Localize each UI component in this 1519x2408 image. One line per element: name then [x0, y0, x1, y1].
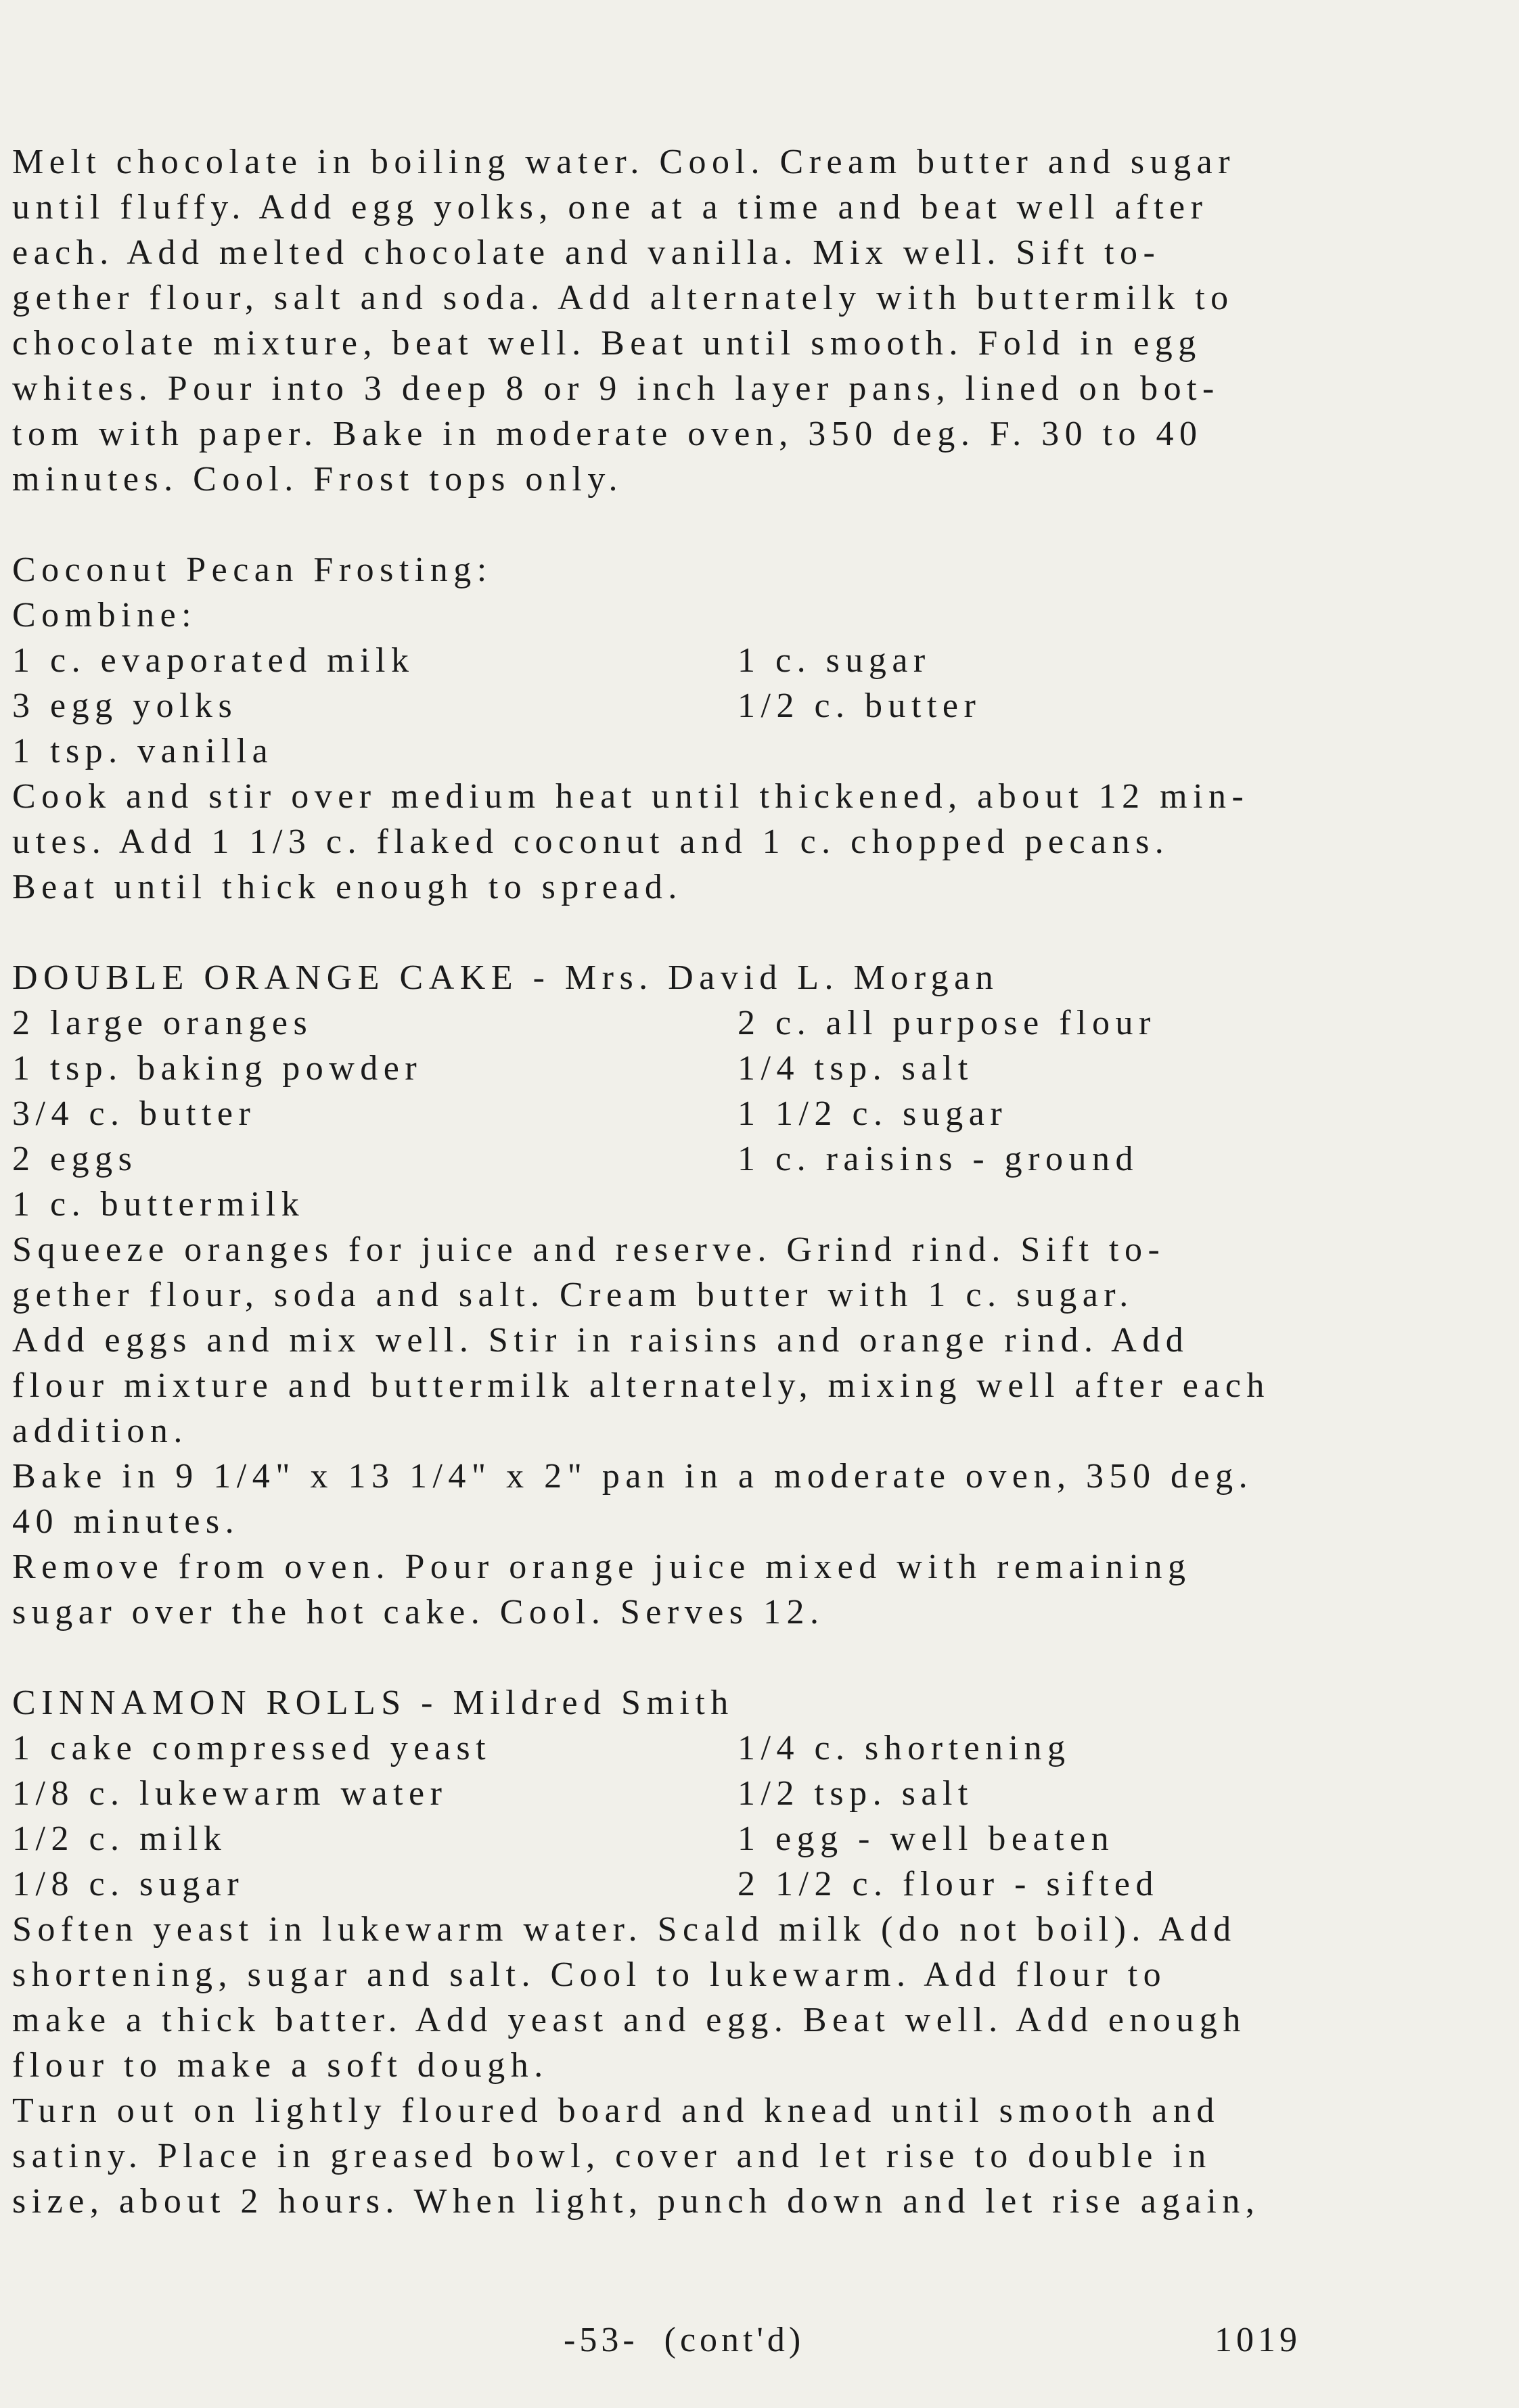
blank-line — [12, 1635, 1501, 1680]
line-text: sugar over the hot cake. Cool. Serves 12. — [12, 1593, 825, 1631]
line-text: Turn out on lightly floured board and knead until smooth and — [12, 2091, 1220, 2130]
ingredient-right: 1 c. raisins - ground — [738, 1140, 1139, 1178]
ingredient-right: 2 1/2 c. flour - sifted — [738, 1865, 1159, 1903]
text-line — [12, 819, 1501, 864]
text-line — [12, 1771, 1501, 1816]
ingredient-right: 1/4 c. shortening — [738, 1729, 1071, 1767]
ingredient-left: 1 tsp. baking powder — [12, 1049, 423, 1088]
line-text: 1 tsp. vanilla — [12, 732, 274, 770]
line-text: gether flour, salt and soda. Add alternately with buttermilk to — [12, 279, 1234, 317]
text-line — [12, 1861, 1501, 1907]
line-text: flour mixture and buttermilk alternately, mixing well after each — [12, 1366, 1270, 1405]
line-text: Cook and stir over medium heat until thickened, about 12 min- — [12, 777, 1250, 816]
ingredient-right: 1/2 c. butter — [738, 687, 982, 725]
text-line — [12, 2088, 1501, 2133]
text-line — [12, 457, 1501, 502]
ingredient-right: 2 c. all purpose flour — [738, 1004, 1156, 1042]
text-line — [12, 1907, 1501, 1952]
ingredient-right: 1/4 tsp. salt — [738, 1049, 974, 1088]
line-text: until fluffy. Add egg yolks, one at a time and beat well after — [12, 188, 1208, 227]
ingredient-left: 1 c. evaporated milk — [12, 641, 415, 680]
text-line — [12, 275, 1501, 321]
text-line — [12, 1227, 1501, 1272]
text-line — [12, 1000, 1501, 1046]
ingredient-left: 1/8 c. sugar — [12, 1865, 245, 1903]
text-line — [12, 1499, 1501, 1544]
text-line — [12, 774, 1501, 819]
line-text: Combine: — [12, 596, 198, 634]
line-text: each. Add melted chocolate and vanilla. Mix well. Sift to- — [12, 233, 1161, 272]
ingredient-left: 1/8 c. lukewarm water — [12, 1774, 448, 1813]
text-line — [12, 683, 1501, 728]
text-line — [12, 1816, 1501, 1861]
blank-line — [12, 910, 1501, 955]
text-line — [12, 1997, 1501, 2043]
text-line — [12, 139, 1501, 185]
page-code: 1019 — [1215, 2321, 1301, 2359]
ingredient-right: 1/2 tsp. salt — [738, 1774, 974, 1813]
text-line — [12, 411, 1501, 457]
line-text: shortening, sugar and salt. Cool to lukewarm. Add flour to — [12, 1955, 1167, 1994]
text-line — [12, 321, 1501, 366]
text-line — [12, 1726, 1501, 1771]
ingredient-right: 1 1/2 c. sugar — [738, 1094, 1008, 1133]
text-line — [12, 2179, 1501, 2224]
line-text: flour to make a soft dough. — [12, 2046, 549, 2085]
ingredient-left: 2 eggs — [12, 1140, 138, 1178]
ingredient-left: 1/2 c. milk — [12, 1820, 227, 1858]
text-line — [12, 1680, 1501, 1726]
line-text: DOUBLE ORANGE CAKE - Mrs. David L. Morgan — [12, 958, 999, 997]
line-text: Bake in 9 1/4" x 13 1/4" x 2" pan in a moderate oven, 350 deg. — [12, 1457, 1254, 1496]
ingredient-right: 1 c. sugar — [738, 641, 931, 680]
text-line — [12, 1454, 1501, 1499]
ingredient-left: 1 cake compressed yeast — [12, 1729, 492, 1767]
text-line — [12, 728, 1501, 774]
line-text: minutes. Cool. Frost tops only. — [12, 460, 623, 499]
line-text: Squeeze oranges for juice and reserve. Grind rind. Sift to- — [12, 1230, 1166, 1269]
text-line — [12, 547, 1501, 593]
line-text: chocolate mixture, beat well. Beat until smooth. Fold in egg — [12, 324, 1202, 363]
text-line — [12, 230, 1501, 275]
ingredient-left: 3 egg yolks — [12, 687, 238, 725]
text-line — [12, 1408, 1501, 1454]
line-text: size, about 2 hours. When light, punch down and let rise again, — [12, 2182, 1261, 2221]
line-text: whites. Pour into 3 deep 8 or 9 inch layer pans, lined on bot- — [12, 369, 1220, 408]
line-text: tom with paper. Bake in moderate oven, 350 deg. F. 30 to 40 — [12, 415, 1203, 453]
line-text: addition. — [12, 1412, 188, 1450]
text-line — [12, 638, 1501, 683]
line-text: gether flour, soda and salt. Cream butter with 1 c. sugar. — [12, 1276, 1134, 1314]
text-line — [12, 1182, 1501, 1227]
line-text: CINNAMON ROLLS - Mildred Smith — [12, 1684, 734, 1722]
text-line — [12, 864, 1501, 910]
line-text: 1 c. buttermilk — [12, 1185, 305, 1224]
line-text: make a thick batter. Add yeast and egg. Beat well. Add enough — [12, 2001, 1246, 2039]
text-line — [12, 2043, 1501, 2088]
text-line — [12, 955, 1501, 1000]
text-line — [12, 2133, 1501, 2179]
line-text: Coconut Pecan Frosting: — [12, 551, 493, 589]
text-line — [12, 1046, 1501, 1091]
recipe-page-body — [12, 139, 1501, 2224]
ingredient-left: 2 large oranges — [12, 1004, 313, 1042]
text-line — [12, 1544, 1501, 1590]
line-text: satiny. Place in greased bowl, cover and let rise to double in — [12, 2137, 1212, 2175]
text-line — [12, 185, 1501, 230]
line-text: Remove from oven. Pour orange juice mixed with remaining — [12, 1548, 1192, 1586]
ingredient-left: 3/4 c. butter — [12, 1094, 256, 1133]
page-number: -53- (cont'd) — [564, 2321, 805, 2359]
text-line — [12, 1272, 1501, 1318]
line-text: utes. Add 1 1/3 c. flaked coconut and 1 c. chopped pecans. — [12, 823, 1170, 861]
ingredient-right: 1 egg - well beaten — [738, 1820, 1115, 1858]
text-line — [12, 1590, 1501, 1635]
line-text: Beat until thick enough to spread. — [12, 868, 683, 906]
line-text: Melt chocolate in boiling water. Cool. Cream butter and sugar — [12, 143, 1236, 181]
text-line — [12, 593, 1501, 638]
text-line — [12, 1136, 1501, 1182]
text-line — [12, 1952, 1501, 1997]
text-line — [12, 1318, 1501, 1363]
text-line — [12, 1363, 1501, 1408]
blank-line — [12, 502, 1501, 547]
text-line — [12, 366, 1501, 411]
line-text: 40 minutes. — [12, 1502, 240, 1541]
line-text: Add eggs and mix well. Stir in raisins and orange rind. Add — [12, 1321, 1189, 1360]
text-line — [12, 1091, 1501, 1136]
line-text: Soften yeast in lukewarm water. Scald milk (do not boil). Add — [12, 1910, 1237, 1949]
